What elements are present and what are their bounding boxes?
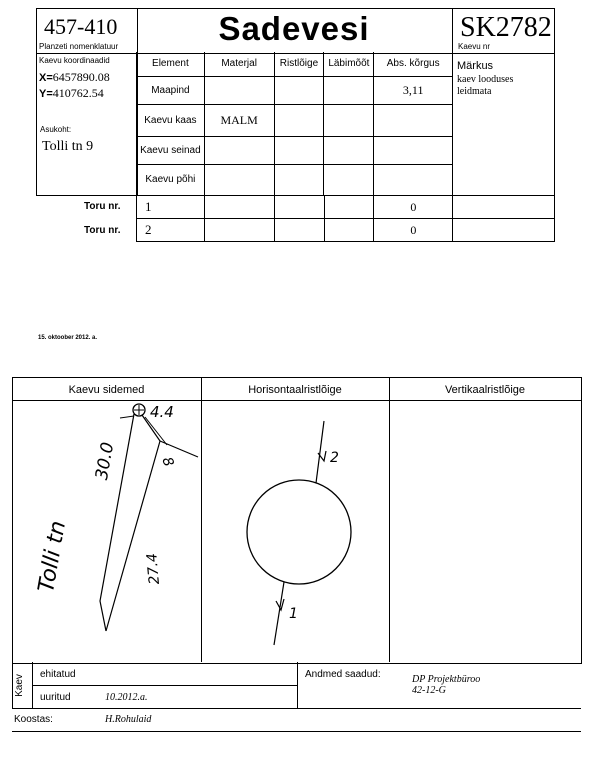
col-well-links: Kaevu sidemed: [68, 384, 145, 396]
y-label: Y=: [39, 88, 53, 100]
pipe-number: 2: [137, 219, 205, 242]
footer-row-divider: [32, 685, 297, 686]
data-source-value-2: 42-12-G: [412, 685, 446, 696]
author-label: Koostas:: [14, 714, 53, 725]
table-row: [137, 104, 453, 136]
element-name: Kaevu seinad: [137, 136, 205, 164]
horizontal-section-sketch: [202, 401, 389, 661]
pipe-1-line: [274, 582, 284, 645]
well-links-sketch: [12, 401, 201, 661]
table-row: [137, 219, 555, 242]
sketch-divider-2: [389, 377, 390, 662]
street-label: Tolli tn: [34, 519, 72, 595]
data-source-value-1: DP Projektbüroo: [412, 674, 481, 685]
element-abs: [374, 136, 453, 164]
well-number: SK2782: [460, 12, 552, 43]
col-element: Element: [137, 52, 205, 76]
element-name: Kaevu põhi: [137, 164, 205, 195]
data-source-label: Andmed saadud:: [305, 669, 381, 680]
element-material: [204, 164, 274, 195]
col-diameter: Läbimõõt: [324, 52, 374, 76]
col-crosssection: Ristlõige: [274, 52, 324, 76]
pipe-table: [136, 195, 555, 242]
well-label: Kaevu nr: [458, 42, 491, 51]
footer-mid-divider: [297, 662, 298, 708]
y-coordinate: [39, 86, 104, 101]
element-abs: [374, 164, 453, 195]
author-underline: [12, 731, 581, 732]
y-value: 410762.54: [52, 86, 104, 100]
footer-side-label: Kaev: [13, 674, 25, 697]
pipe-number: 1: [137, 196, 205, 219]
notes-text-line1: kaev looduses: [457, 74, 514, 85]
pipe-1-label: 1: [289, 606, 298, 622]
table-row: [137, 164, 453, 195]
measure-30-0: 30.0: [92, 440, 119, 482]
well-circle: [247, 480, 351, 584]
notes-text-line2: leidmata: [457, 86, 492, 97]
table-row: [137, 136, 453, 164]
pipe-abs: 0: [374, 196, 453, 219]
sheet-label: Planzeti nomenklatuur: [39, 42, 119, 51]
pipe-label: Toru nr.: [84, 225, 121, 236]
pipe-2-label: 2: [330, 450, 339, 466]
footer-bottom-line: [12, 708, 581, 709]
x-value: 6457890.08: [52, 70, 110, 84]
pipe-label: Toru nr.: [84, 201, 121, 212]
page-title: Sadevesi: [218, 10, 370, 47]
element-name: Maapind: [137, 76, 205, 104]
built-label: ehitatud: [40, 669, 76, 680]
col-abs-height: Abs. kõrgus: [374, 52, 453, 76]
element-name: Kaevu kaas: [137, 104, 205, 136]
measure-8: 8: [158, 455, 177, 469]
col-horizontal-section: Horisontaalristlõige: [248, 384, 342, 396]
element-material: [204, 136, 274, 164]
footer-left-edge: [12, 662, 13, 708]
element-abs: [374, 104, 453, 136]
pipe-2-line: [316, 421, 324, 483]
element-table: [136, 52, 453, 196]
table-row: [137, 196, 555, 219]
element-material: [204, 76, 274, 104]
element-material: MALM: [204, 104, 274, 136]
pipe-abs: 0: [374, 219, 453, 242]
surveyed-value: 10.2012.a.: [105, 692, 148, 703]
measure-4-4: 4.4: [150, 403, 174, 421]
x-label: X=: [39, 72, 53, 84]
coords-label: Kaevu koordinaadid: [39, 56, 110, 65]
notes-label: Märkus: [457, 60, 494, 72]
x-coordinate: [39, 70, 110, 85]
col-material: Materjal: [204, 52, 274, 76]
col-vertical-section: Vertikaalristlõige: [444, 384, 526, 396]
element-abs: 3,11: [374, 76, 453, 104]
location-value: Tolli tn 9: [42, 139, 94, 154]
measure-27-4: 27.4: [144, 552, 163, 585]
table-row: [137, 76, 453, 104]
author-value: H.Rohulaid: [105, 714, 152, 725]
document-date: 15. oktoober 2012. a.: [38, 335, 98, 341]
location-label: Asukoht:: [40, 125, 72, 134]
surveyed-label: uuritud: [40, 692, 71, 703]
sheet-number: 457-410: [44, 14, 118, 39]
